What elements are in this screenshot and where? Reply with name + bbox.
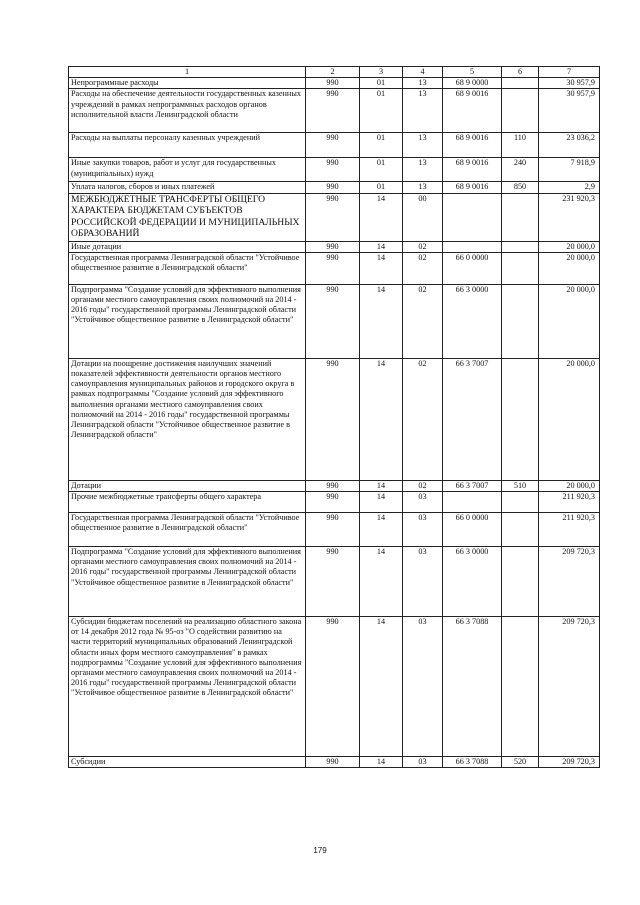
amount-cell: 209 720,3 [539, 547, 600, 617]
subsection-cell: 02 [403, 480, 443, 491]
row-name-cell: Расходы на выплаты персоналу казенных учреждений [69, 133, 306, 158]
admin-code-cell: 990 [306, 617, 360, 757]
amount-cell: 209 720,3 [539, 757, 600, 768]
row-name-cell: Уплата налогов, сборов и иных платежей [69, 182, 306, 193]
subsection-cell: 02 [403, 241, 443, 252]
expense-type-cell: 510 [502, 480, 539, 491]
section-cell: 01 [360, 133, 403, 158]
row-name-cell: Государственная программа Ленинградской области "Устойчивое общественное развитие в Ленинградской области" [69, 252, 306, 284]
subsection-cell: 03 [403, 757, 443, 768]
row-name-cell: Расходы на обеспечение деятельности государственных казенных учреждений в рамках непрограммных расходов органов исполнительной власти Ленинградской области [69, 89, 306, 133]
column-header: 4 [403, 67, 443, 78]
admin-code-cell: 990 [306, 358, 360, 480]
amount-cell: 20 000,0 [539, 252, 600, 284]
expense-type-cell [502, 241, 539, 252]
row-name-cell: Субсидии [69, 757, 306, 768]
row-name-cell: Иные закупки товаров, работ и услуг для государственных (муниципальных) нужд [69, 158, 306, 182]
table-row [69, 480, 600, 491]
table-row [69, 158, 600, 182]
section-cell: 01 [360, 182, 403, 193]
header-row [69, 67, 600, 78]
amount-cell: 20 000,0 [539, 358, 600, 480]
target-article-cell: 68 9 0000 [443, 78, 502, 89]
subsection-cell: 03 [403, 547, 443, 617]
section-cell: 14 [360, 241, 403, 252]
target-article-cell [443, 241, 502, 252]
section-cell: 14 [360, 358, 403, 480]
section-cell: 14 [360, 492, 403, 513]
subsection-cell: 13 [403, 133, 443, 158]
expense-type-cell [502, 78, 539, 89]
table-row [69, 492, 600, 513]
admin-code-cell: 990 [306, 78, 360, 89]
admin-code-cell: 990 [306, 480, 360, 491]
target-article-cell: 66 3 7007 [443, 358, 502, 480]
row-name-cell: Государственная программа Ленинградской области "Устойчивое общественное развитие в Ленинградской области" [69, 513, 306, 547]
row-name-cell: МЕЖБЮДЖЕТНЫЕ ТРАНСФЕРТЫ ОБЩЕГО ХАРАКТЕРА БЮДЖЕТАМ СУБЪЕКТОВ РОССИЙСКОЙ ФЕДЕРАЦИИ И МУНИЦИПАЛЬНЫХ ОБРАЗОВАНИЙ [69, 193, 306, 241]
admin-code-cell: 990 [306, 89, 360, 133]
column-header: 5 [443, 67, 502, 78]
amount-cell: 30 957,9 [539, 89, 600, 133]
target-article-cell: 66 0 0000 [443, 252, 502, 284]
table-body [69, 78, 600, 768]
expense-type-cell [502, 252, 539, 284]
table-row [69, 89, 600, 133]
target-article-cell: 66 3 7088 [443, 617, 502, 757]
amount-cell: 209 720,3 [539, 617, 600, 757]
column-header: 7 [539, 67, 600, 78]
target-article-cell: 66 3 0000 [443, 284, 502, 358]
section-cell: 14 [360, 757, 403, 768]
amount-cell: 231 920,3 [539, 193, 600, 241]
subsection-cell: 03 [403, 513, 443, 547]
target-article-cell: 66 3 7007 [443, 480, 502, 491]
amount-cell: 7 918,9 [539, 158, 600, 182]
amount-cell: 211 920,3 [539, 492, 600, 513]
admin-code-cell: 990 [306, 193, 360, 241]
subsection-cell: 00 [403, 193, 443, 241]
amount-cell: 20 000,0 [539, 480, 600, 491]
table-row [69, 513, 600, 547]
expense-type-cell [502, 617, 539, 757]
row-name-cell: Дотации [69, 480, 306, 491]
table-row [69, 284, 600, 358]
target-article-cell: 68 9 0016 [443, 89, 502, 133]
page-number: 179 [313, 846, 327, 855]
amount-cell: 20 000,0 [539, 284, 600, 358]
row-name-cell: Подпрограмма "Создание условий для эффективного выполнения органами местного самоуправления своих полномочий на 2014 - 2016 годы" государственной программы Ленинградской области "Устойчивое общественное развитие в Ленинградской области" [69, 547, 306, 617]
target-article-cell: 68 9 0016 [443, 133, 502, 158]
subsection-cell: 02 [403, 284, 443, 358]
expense-type-cell: 110 [502, 133, 539, 158]
admin-code-cell: 990 [306, 492, 360, 513]
table-row [69, 358, 600, 480]
target-article-cell: 66 0 0000 [443, 513, 502, 547]
expense-type-cell [502, 547, 539, 617]
subsection-cell: 03 [403, 617, 443, 757]
subsection-cell: 03 [403, 492, 443, 513]
subsection-cell: 13 [403, 158, 443, 182]
target-article-cell: 66 3 0000 [443, 547, 502, 617]
column-header: 2 [306, 67, 360, 78]
expense-type-cell: 850 [502, 182, 539, 193]
table-row [69, 547, 600, 617]
section-cell: 14 [360, 547, 403, 617]
target-article-cell: 66 3 7088 [443, 757, 502, 768]
section-cell: 14 [360, 617, 403, 757]
expense-type-cell [502, 358, 539, 480]
section-cell: 01 [360, 89, 403, 133]
table-row [69, 193, 600, 241]
expense-type-cell [502, 193, 539, 241]
target-article-cell [443, 492, 502, 513]
admin-code-cell: 990 [306, 158, 360, 182]
section-cell: 14 [360, 480, 403, 491]
table-row [69, 252, 600, 284]
admin-code-cell: 990 [306, 757, 360, 768]
admin-code-cell: 990 [306, 547, 360, 617]
amount-cell: 23 036,2 [539, 133, 600, 158]
expense-type-cell: 240 [502, 158, 539, 182]
amount-cell: 211 920,3 [539, 513, 600, 547]
subsection-cell: 13 [403, 182, 443, 193]
amount-cell: 20 000,0 [539, 241, 600, 252]
column-header: 6 [502, 67, 539, 78]
column-header: 1 [69, 67, 306, 78]
admin-code-cell: 990 [306, 133, 360, 158]
expense-type-cell [502, 89, 539, 133]
admin-code-cell: 990 [306, 182, 360, 193]
table-row [69, 133, 600, 158]
table-row [69, 757, 600, 768]
target-article-cell: 68 9 0016 [443, 158, 502, 182]
target-article-cell: 68 9 0016 [443, 182, 502, 193]
amount-cell: 2,9 [539, 182, 600, 193]
row-name-cell: Субсидии бюджетам поселений на реализацию областного закона от 14 декабря 2012 года № 95-оз "О содействии развитию на части территорий муниципальных образований Ленинградской области иных форм местного самоуправления" в рамках подпрограммы "Создание условий для эффективного выполнения органами местного самоуправления своих полномочий на 2014 - 2016 годы" государственной программы Ленинградской области "Устойчивое общественное развитие в Ленинградской области" [69, 617, 306, 757]
row-name-cell: Иные дотации [69, 241, 306, 252]
admin-code-cell: 990 [306, 241, 360, 252]
admin-code-cell: 990 [306, 284, 360, 358]
section-cell: 14 [360, 513, 403, 547]
row-name-cell: Непрограммные расходы [69, 78, 306, 89]
table-row [69, 78, 600, 89]
table-row [69, 617, 600, 757]
column-header: 3 [360, 67, 403, 78]
target-article-cell [443, 193, 502, 241]
expense-type-cell [502, 284, 539, 358]
table-row [69, 241, 600, 252]
row-name-cell: Прочие межбюджетные трансферты общего характера [69, 492, 306, 513]
subsection-cell: 13 [403, 78, 443, 89]
section-cell: 01 [360, 158, 403, 182]
row-name-cell: Подпрограмма "Создание условий для эффективного выполнения органами местного самоуправления своих полномочий на 2014 - 2016 годы" государственной программы Ленинградской области "Устойчивое общественное развитие в Ленинградской области" [69, 284, 306, 358]
budget-table [68, 66, 600, 768]
admin-code-cell: 990 [306, 252, 360, 284]
expense-type-cell [502, 513, 539, 547]
section-cell: 14 [360, 284, 403, 358]
admin-code-cell: 990 [306, 513, 360, 547]
section-cell: 14 [360, 252, 403, 284]
section-cell: 01 [360, 78, 403, 89]
subsection-cell: 13 [403, 89, 443, 133]
subsection-cell: 02 [403, 358, 443, 480]
subsection-cell: 02 [403, 252, 443, 284]
row-name-cell: Дотации на поощрение достижения наилучших значений показателей эффективности деятельности органов местного самоуправления муниципальных районов и городского округа в рамках подпрограммы "Создание условий для эффективного выполнения органами местного самоуправления своих полномочий на 2014 - 2016 годы" государственной программы Ленинградской области "Устойчивое общественное развитие в Ленинградской области" [69, 358, 306, 480]
amount-cell: 30 957,9 [539, 78, 600, 89]
expense-type-cell: 520 [502, 757, 539, 768]
section-cell: 14 [360, 193, 403, 241]
table-row [69, 182, 600, 193]
expense-type-cell [502, 492, 539, 513]
